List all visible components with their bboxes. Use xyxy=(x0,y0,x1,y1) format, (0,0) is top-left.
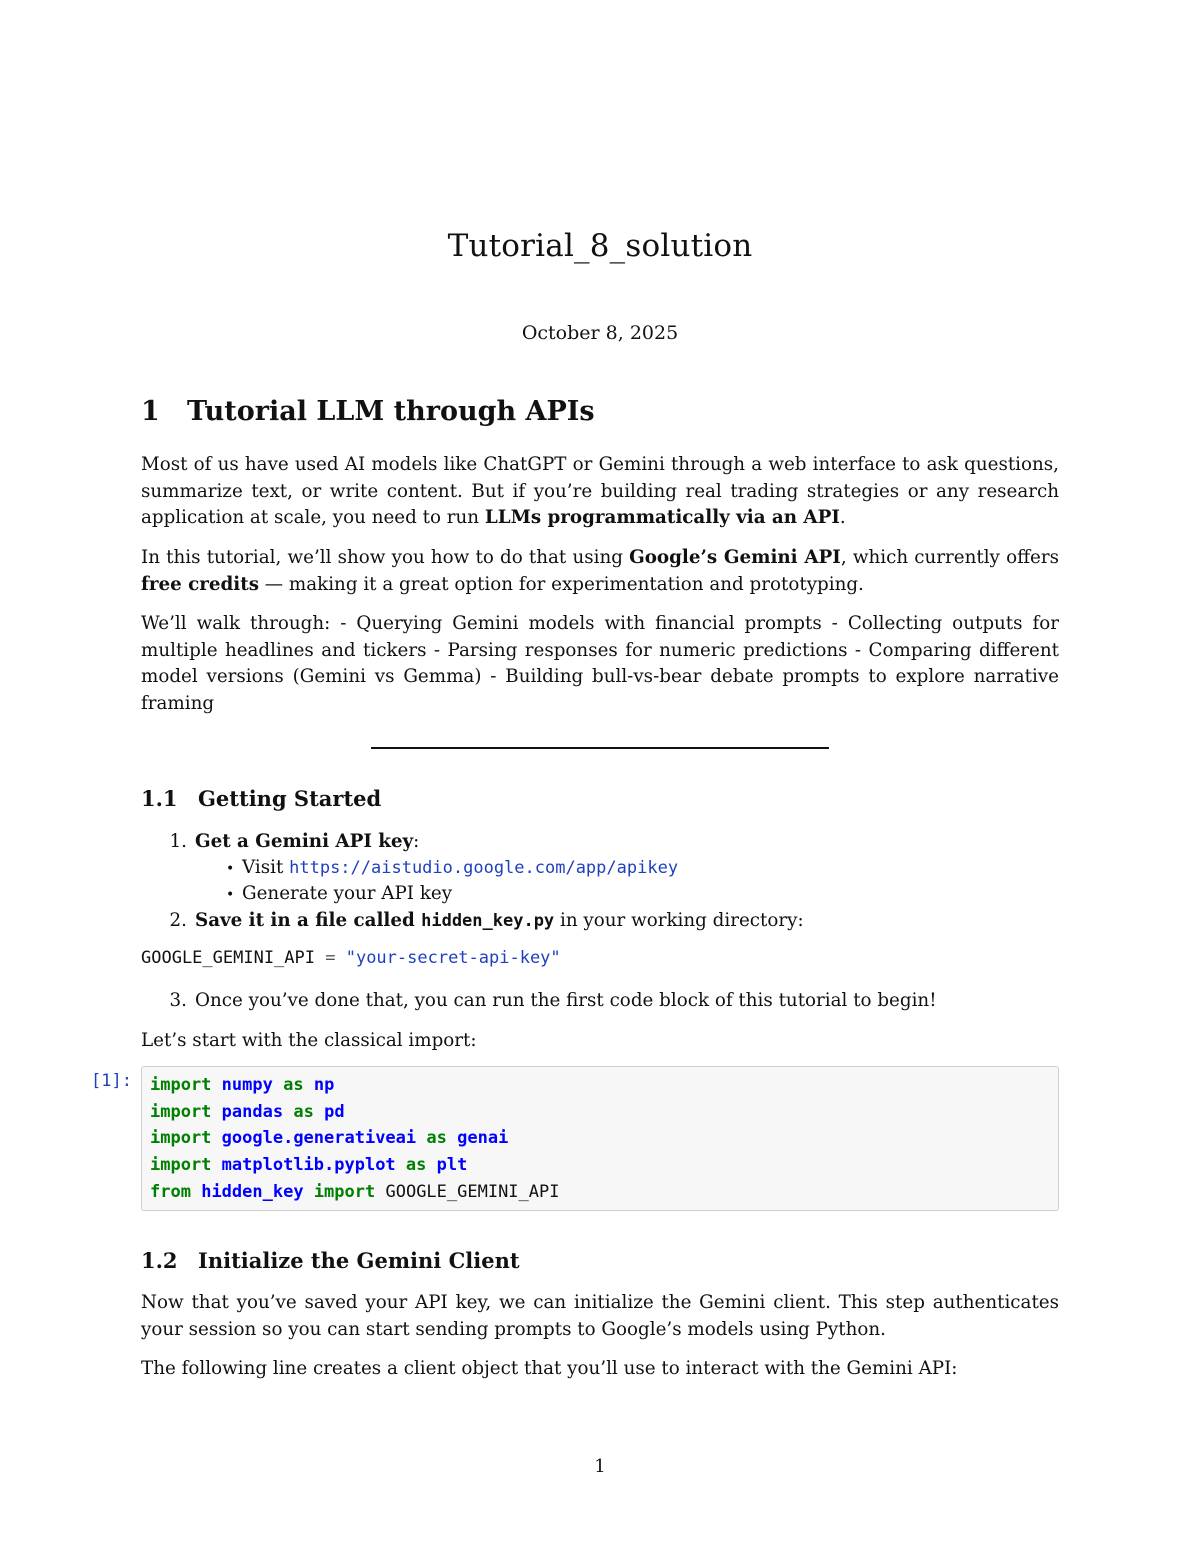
code-keyword: import xyxy=(313,1181,376,1202)
code-keyword: as xyxy=(283,1075,304,1095)
code-line xyxy=(150,1152,1050,1179)
code-alias: plt xyxy=(436,1155,468,1176)
code-alias: np xyxy=(313,1075,335,1095)
subsection-title: Getting Started xyxy=(198,786,382,811)
list-item xyxy=(160,988,937,1014)
list-number: 1. xyxy=(169,831,187,852)
intro-bold: LLMs programmatically via an API xyxy=(484,507,840,528)
config-equals: = xyxy=(315,948,346,968)
code-module: numpy xyxy=(221,1075,273,1095)
code-keyword: import xyxy=(150,1128,212,1149)
config-value: "your-secret-api-key" xyxy=(345,948,561,968)
section-title: Tutorial LLM through APIs xyxy=(187,396,595,427)
code-alias: pd xyxy=(324,1101,345,1122)
code-cell[interactable] xyxy=(141,1066,1059,1211)
bullet-text: Generate your API key xyxy=(242,883,453,904)
document-title: Tutorial_8_solution xyxy=(447,228,753,264)
document-date: October 8, 2025 xyxy=(521,322,679,344)
section-number: 1 xyxy=(141,396,160,427)
tutorial-text: In this tutorial, we’ll show you how to do that using xyxy=(141,547,630,568)
code-module: pandas xyxy=(221,1101,284,1122)
tutorial-bold-credits: free credits xyxy=(141,573,259,595)
tutorial-paragraph xyxy=(141,545,1059,598)
code-name: GOOGLE_GEMINI_API xyxy=(385,1181,560,1202)
intro-paragraph xyxy=(141,452,1059,532)
bullet-item xyxy=(226,881,452,908)
list-item xyxy=(160,908,804,934)
list-number: 2. xyxy=(169,910,187,931)
code-keyword: import xyxy=(150,1101,212,1122)
tutorial-text-3: — making it a great option for experimentation and prototyping. xyxy=(258,573,864,595)
walkthrough-paragraph: We’ll walk through: - Querying Gemini models with financial prompts - Collecting outputs for multiple headlines and tickers - Parsing responses for numeric predictions - Comparing different model versions (Gemini vs Gemma) - Building bull-vs-bear debate prompts to explore narrative framing xyxy=(141,613,1059,714)
tutorial-text-2: , which currently offers xyxy=(840,547,1059,568)
list-item-suffix: : xyxy=(413,831,420,852)
intro-end: . xyxy=(839,507,846,528)
list-number: 3. xyxy=(169,990,187,1011)
bullet-icon: • xyxy=(226,861,235,877)
client-paragraph-2: The following line creates a client object that you’ll use to interact with the Gemini API: xyxy=(141,1358,958,1379)
code-alias: genai xyxy=(457,1128,509,1149)
config-key: GOOGLE_GEMINI_API xyxy=(141,948,315,968)
bullet-text: Visit xyxy=(242,857,290,878)
list-item-text: Once you’ve done that, you can run the first code block of this tutorial to begin! xyxy=(195,990,937,1011)
code-keyword: as xyxy=(293,1101,314,1122)
list-item-suffix: in your working directory: xyxy=(554,910,804,931)
list-item-bold: Save it in a file called xyxy=(195,910,422,931)
subsection-heading xyxy=(141,1248,520,1273)
code-line xyxy=(150,1179,1050,1206)
code-module: google.generativeai xyxy=(221,1128,417,1149)
bullet-icon: • xyxy=(226,887,235,903)
list-item xyxy=(160,829,419,855)
subsection-title: Initialize the Gemini Client xyxy=(198,1248,520,1273)
subsection-number: 1.1 xyxy=(141,786,178,811)
config-line xyxy=(141,948,561,968)
code-keyword: import xyxy=(150,1155,212,1176)
code-keyword: import xyxy=(150,1075,212,1095)
list-item-bold: Get a Gemini API key xyxy=(195,831,414,852)
subsection-heading xyxy=(141,786,381,811)
code-keyword: as xyxy=(426,1128,447,1149)
code-line xyxy=(150,1099,1050,1126)
code-line xyxy=(150,1125,1050,1152)
code-line xyxy=(150,1072,1050,1099)
filename-code: hidden_key.py xyxy=(421,911,555,931)
cell-prompt: [1]: xyxy=(91,1071,132,1091)
lead-paragraph: Let’s start with the classical import: xyxy=(141,1030,477,1051)
tutorial-bold-api: Google’s Gemini API xyxy=(629,547,841,568)
code-module: hidden_key xyxy=(201,1181,304,1202)
api-key-link[interactable]: https://aistudio.google.com/app/apikey xyxy=(289,858,679,878)
section-heading xyxy=(141,396,595,427)
code-module: matplotlib.pyplot xyxy=(221,1155,396,1176)
code-keyword: as xyxy=(405,1155,427,1176)
page-number: 1 xyxy=(594,1456,606,1477)
horizontal-rule xyxy=(371,747,829,749)
code-keyword: from xyxy=(150,1181,191,1202)
bullet-item xyxy=(226,855,678,882)
subsection-number: 1.2 xyxy=(141,1248,178,1273)
intro-text: Most of us have used AI models like ChatGPT or Gemini through a web interface to ask questions, summarize text, or write content. But if you’re building real trading strategies or any research application at scale, you need to run xyxy=(141,454,1059,528)
client-paragraph: Now that you’ve saved your API key, we can initialize the Gemini client. This step authenticates your session so you can start sending prompts to Google’s models using Python. xyxy=(141,1292,1059,1340)
